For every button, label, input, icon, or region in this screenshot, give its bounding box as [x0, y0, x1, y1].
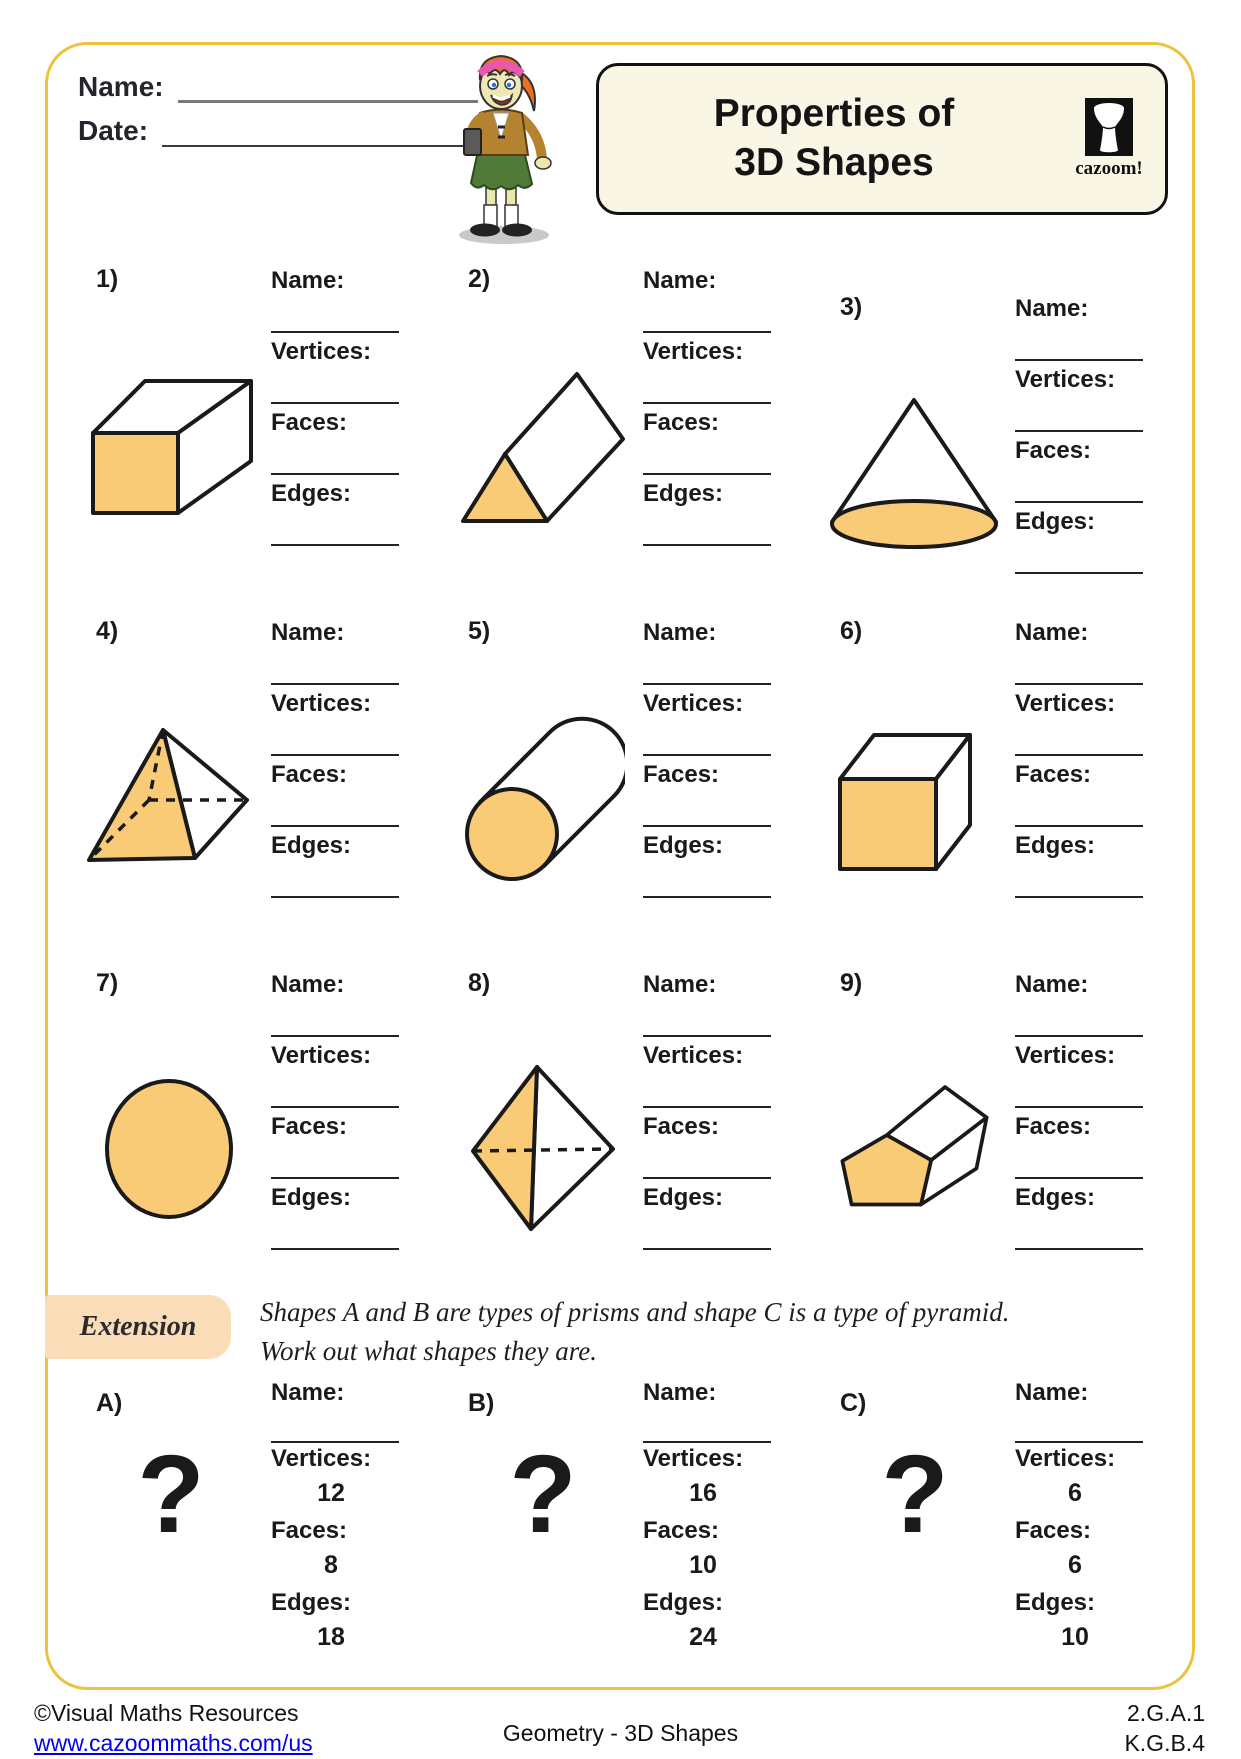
extension-letter: A) — [96, 1389, 123, 1417]
name-label: Name: — [1015, 1379, 1089, 1406]
copyright-text: ©Visual Maths Resources — [34, 1700, 299, 1726]
faces-label: Faces: — [271, 1517, 348, 1544]
vertices-label: Vertices: — [271, 338, 372, 365]
extension-badge: Extension — [45, 1295, 231, 1359]
extension-instructions: Shapes A and B are types of prisms and shape C is a type of pyramid. Work out what shapes they are. — [260, 1297, 1010, 1367]
answer-line — [271, 1441, 399, 1443]
question-7 — [78, 959, 450, 1311]
question-mark-placeholder: ? — [881, 1433, 949, 1556]
answer-line — [643, 1441, 771, 1443]
question-number: 4) — [96, 617, 119, 645]
vertices-value: 12 — [317, 1479, 345, 1507]
answer-line — [1015, 1441, 1143, 1443]
answer-line — [1015, 1248, 1143, 1250]
standard-code-1: 2.G.A.1 — [1127, 1700, 1205, 1726]
answer-line — [1015, 1106, 1143, 1108]
answer-line — [271, 1106, 399, 1108]
question-number: 8) — [468, 969, 491, 997]
answer-line — [1015, 359, 1143, 361]
footer-standards — [1124, 1698, 1205, 1759]
schoolgirl-illustration — [440, 47, 562, 254]
cuboid-shape-icon — [78, 327, 263, 562]
faces-value: 6 — [1068, 1551, 1082, 1579]
question-mark-placeholder: ? — [137, 1433, 205, 1556]
answer-line — [271, 473, 399, 475]
name-row — [78, 71, 478, 103]
question-number: 9) — [840, 969, 863, 997]
name-label: Name: — [271, 971, 345, 998]
vertices-value: 6 — [1068, 1479, 1082, 1507]
name-label: Name: — [643, 267, 717, 294]
extension-grid — [78, 1379, 1172, 1679]
faces-label: Faces: — [643, 1517, 720, 1544]
sphere-shape-icon — [78, 1031, 263, 1266]
question-number: 1) — [96, 265, 119, 293]
vertices-label: Vertices: — [643, 1445, 744, 1472]
name-label: Name: — [1015, 295, 1089, 322]
triangular-prism-shape-icon — [450, 327, 635, 562]
name-writing-line — [178, 73, 478, 103]
question-number: 6) — [840, 617, 863, 645]
pentagonal-prism-shape-icon — [822, 1031, 1007, 1266]
cube-shape-icon — [822, 679, 1007, 914]
answer-line — [643, 331, 771, 333]
worksheet-frame — [45, 42, 1195, 1690]
edges-label: Edges: — [643, 1589, 724, 1616]
question-number: 2) — [468, 265, 491, 293]
faces-value: 10 — [689, 1551, 717, 1579]
faces-label: Faces: — [1015, 1113, 1092, 1140]
extension-letter: C) — [840, 1389, 867, 1417]
answer-line — [643, 1035, 771, 1037]
answer-line — [643, 473, 771, 475]
faces-label: Faces: — [271, 1113, 348, 1140]
title-box — [596, 63, 1168, 215]
vertices-label: Vertices: — [1015, 366, 1116, 393]
vertices-label: Vertices: — [271, 690, 372, 717]
edges-label: Edges: — [271, 1589, 352, 1616]
answer-line — [271, 544, 399, 546]
vertices-label: Vertices: — [271, 1445, 372, 1472]
answer-line — [643, 896, 771, 898]
date-row — [78, 115, 478, 147]
question-8 — [450, 959, 822, 1311]
question-number: 3) — [840, 293, 863, 321]
answer-line — [1015, 501, 1143, 503]
name-label: Name: — [643, 619, 717, 646]
faces-label: Faces: — [643, 1113, 720, 1140]
octahedron-shape-icon — [450, 1031, 635, 1266]
vertices-label: Vertices: — [643, 338, 744, 365]
answer-line — [1015, 754, 1143, 756]
faces-label: Faces: — [271, 761, 348, 788]
answer-line — [1015, 1177, 1143, 1179]
answer-line — [1015, 683, 1143, 685]
cazoommaths-link[interactable]: www.cazoommaths.com/us — [34, 1730, 313, 1757]
cazoom-logo — [1069, 98, 1165, 180]
answer-line — [643, 754, 771, 756]
name-label: Name: — [271, 1379, 345, 1406]
answer-line — [271, 402, 399, 404]
edges-label: Edges: — [271, 480, 352, 507]
answer-line — [643, 1106, 771, 1108]
answer-line — [271, 1248, 399, 1250]
edges-label: Edges: — [643, 1184, 724, 1211]
name-label: Name: — [1015, 619, 1089, 646]
answer-line — [643, 1177, 771, 1179]
question-mark-placeholder: ? — [509, 1433, 577, 1556]
logo-wordmark: cazoom! — [1075, 158, 1143, 179]
question-2 — [450, 255, 822, 607]
edges-label: Edges: — [271, 832, 352, 859]
vertices-label: Vertices: — [1015, 1042, 1116, 1069]
question-6 — [822, 607, 1172, 959]
vertices-label: Vertices: — [1015, 1445, 1116, 1472]
name-label: Name: — [271, 267, 345, 294]
faces-label: Faces: — [271, 409, 348, 436]
edges-value: 18 — [317, 1623, 345, 1651]
answer-line — [643, 402, 771, 404]
edges-label: Edges: — [271, 1184, 352, 1211]
edges-label: Edges: — [1015, 832, 1096, 859]
question-4 — [78, 607, 450, 959]
cazoom-drum-icon — [1085, 98, 1133, 156]
cylinder-shape-icon — [450, 679, 635, 914]
extension-item-b — [450, 1379, 822, 1679]
name-label: Name: — [1015, 971, 1089, 998]
cone-shape-icon — [822, 355, 1007, 590]
square-pyramid-shape-icon — [78, 679, 263, 914]
name-label: Name: — [78, 71, 164, 102]
extension-letter: B) — [468, 1389, 495, 1417]
faces-value: 8 — [324, 1551, 338, 1579]
faces-label: Faces: — [643, 409, 720, 436]
answer-line — [271, 1177, 399, 1179]
standard-code-2: K.G.B.4 — [1124, 1730, 1205, 1757]
answer-line — [643, 825, 771, 827]
question-1 — [78, 255, 450, 607]
answer-line — [1015, 825, 1143, 827]
footer-topic: Geometry - 3D Shapes — [502, 1720, 739, 1746]
date-label: Date: — [78, 115, 149, 146]
faces-label: Faces: — [1015, 1517, 1092, 1544]
page-title: Properties of 3D Shapes — [713, 92, 955, 184]
name-label: Name: — [271, 619, 345, 646]
faces-label: Faces: — [1015, 761, 1092, 788]
edges-value: 24 — [689, 1623, 717, 1651]
question-5 — [450, 607, 822, 959]
answer-line — [643, 1248, 771, 1250]
name-label: Name: — [643, 971, 717, 998]
faces-label: Faces: — [1015, 437, 1092, 464]
edges-label: Edges: — [643, 832, 724, 859]
answer-line — [1015, 430, 1143, 432]
edges-label: Edges: — [643, 480, 724, 507]
answer-line — [1015, 1035, 1143, 1037]
answer-line — [271, 1035, 399, 1037]
answer-line — [1015, 896, 1143, 898]
answer-line — [271, 683, 399, 685]
vertices-label: Vertices: — [643, 690, 744, 717]
faces-label: Faces: — [643, 761, 720, 788]
question-3 — [822, 255, 1172, 607]
answer-line — [271, 331, 399, 333]
edges-label: Edges: — [1015, 1184, 1096, 1211]
vertices-label: Vertices: — [643, 1042, 744, 1069]
extension-item-c — [822, 1379, 1172, 1679]
extension-item-a — [78, 1379, 450, 1679]
edges-value: 10 — [1061, 1623, 1089, 1651]
answer-line — [643, 544, 771, 546]
date-writing-line — [162, 117, 478, 147]
vertices-label: Vertices: — [271, 1042, 372, 1069]
name-label: Name: — [643, 1379, 717, 1406]
answer-line — [271, 896, 399, 898]
question-number: 5) — [468, 617, 491, 645]
question-number: 7) — [96, 969, 119, 997]
answer-line — [271, 825, 399, 827]
questions-grid — [78, 255, 1172, 1311]
question-9 — [822, 959, 1172, 1311]
vertices-label: Vertices: — [1015, 690, 1116, 717]
answer-line — [271, 754, 399, 756]
edges-label: Edges: — [1015, 1589, 1096, 1616]
answer-line — [643, 683, 771, 685]
edges-label: Edges: — [1015, 508, 1096, 535]
answer-line — [1015, 572, 1143, 574]
vertices-value: 16 — [689, 1479, 717, 1507]
